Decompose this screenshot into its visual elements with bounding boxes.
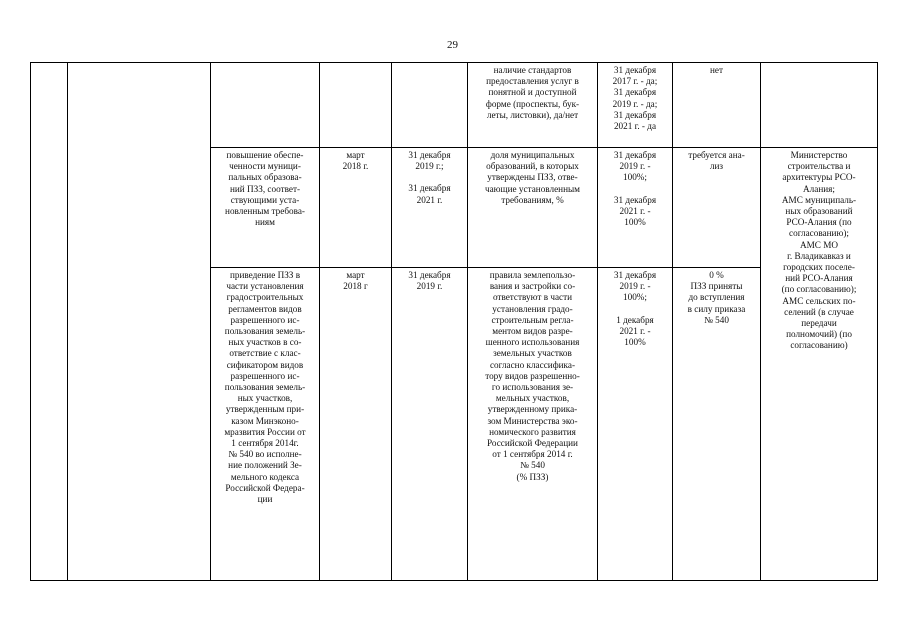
status-cell xyxy=(673,148,761,268)
end-date-cell xyxy=(392,268,468,581)
responsible-cell xyxy=(761,148,878,581)
status-cell xyxy=(673,63,761,148)
target-value-text: 31 декабря 2019 г. - 100%; xyxy=(613,270,657,303)
start-date-text: март 2018 г xyxy=(343,270,368,292)
indicator-cell xyxy=(468,63,598,148)
activity-cell xyxy=(211,268,320,581)
indicator-cell xyxy=(468,268,598,581)
page-number: 29 xyxy=(447,39,458,51)
end-date-cell xyxy=(392,63,468,148)
start-date-cell xyxy=(320,268,392,581)
activity-cell xyxy=(211,148,320,268)
start-date-cell xyxy=(320,148,392,268)
number-cell xyxy=(31,63,68,581)
end-date-text: 31 декабря 2019 г. xyxy=(408,270,451,292)
target-value-cell xyxy=(598,148,673,268)
activity-text: приведение ПЗЗ в части установления градостроительных регламентов видов разрешенного ис- пользования земель- ных участков в со- ответствие с клас- сификатором видов разрешенного ис- пользования земель- ных участков, утвержденным при- казом Минэконо- мразвития России от 1 сентября 2014г. № 540 во исполне- ние положений Зе- мельного кодекса Российской Федера- ции xyxy=(224,270,306,505)
start-date-cell xyxy=(320,63,392,148)
end-date-text: 31 декабря 2021 г. xyxy=(408,183,451,205)
target-value-text: 31 декабря 2021 г. - 100% xyxy=(613,194,657,228)
start-date-text: март 2018 г. xyxy=(342,150,369,172)
responsible-cell xyxy=(761,63,878,148)
end-date-text: 31 декабря 2019 г.; xyxy=(408,150,451,172)
target-value-text: 31 декабря 2017 г. - да; 31 декабря 2019 г. - да; 31 декабря 2021 г. - да xyxy=(612,65,658,132)
table-row xyxy=(31,63,878,148)
activity-text: повышение обеспе- ченности муници- пальных образова- ний ПЗЗ, соответ- ствующими уста- новленным требова- ниям xyxy=(225,150,305,228)
responsible-text: Министерство строительства и архитектуры РСО- Алания; АМС муниципаль- ных образований РСО-Алания (по согласованию); АМС МО г. Владикавказ и городских поселе- ний РСО-Алания (по согласованию); АМС сельских по- селений (в случае передачи полномочий) (по согласованию) xyxy=(781,150,857,351)
target-value-cell xyxy=(598,63,673,148)
task-cell xyxy=(68,63,211,581)
target-value-cell xyxy=(598,268,673,581)
status-cell xyxy=(673,268,761,581)
indicator-text: доля муниципальных образований, в которых утверждены ПЗЗ, отве- чающие установленным требованиям, % xyxy=(484,150,580,205)
target-value-text: 31 декабря 2019 г. - 100%; xyxy=(613,150,657,183)
status-text: нет xyxy=(709,65,723,75)
end-date-cell xyxy=(392,148,468,268)
indicator-text: наличие стандартов предоставления услуг в понятной и доступной форме (проспекты, бук- леты, листовки), да/нет xyxy=(485,65,580,120)
indicator-text: правила землепользо- вания и застройки со- ответствуют в части установления градо- строительным регла- ментом видов разре- шенного использования земельных участков согласно классифика- тору видов разрешенно- го использования зе- мельных участков, утвержденному прика- зом Министерства эко- номического развития Российской Федерации от 1 сентября 2014 г. № 540 (% ПЗЗ) xyxy=(485,270,580,482)
measures-table xyxy=(30,62,878,581)
activity-cell xyxy=(211,63,320,148)
target-value-text: 1 декабря 2021 г. - 100% xyxy=(616,314,654,348)
status-text: 0 % ПЗЗ приняты до вступления в силу приказа № 540 xyxy=(687,270,746,325)
status-text: требуется ана- лиз xyxy=(688,150,745,172)
indicator-cell xyxy=(468,148,598,268)
